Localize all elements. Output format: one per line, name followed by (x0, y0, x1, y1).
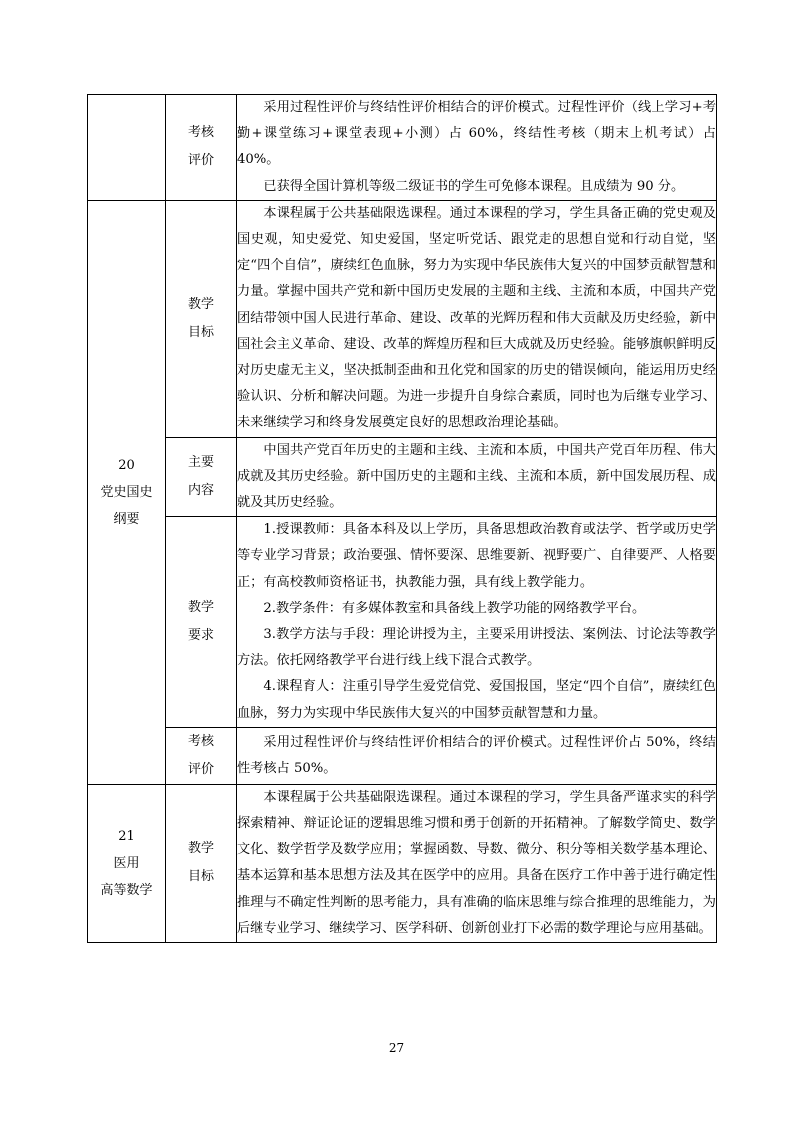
row-label: 教学 目标 (166, 200, 237, 437)
content-paragraph: 中国共产党百年历史的主题和主线、主流和本质，中国共产党百年历程、伟大成就及其历史经验。新中国历史的主题和主线、主流和本质，新中国发展历程、成就及其历史经验。 (237, 442, 716, 511)
course-cell (88, 784, 166, 942)
table-row (88, 784, 717, 942)
content-paragraph: 已获得全国计算机等级二级证书的学生可免修本课程。且成绩为 90 分。 (263, 178, 685, 194)
course-name: 党史国史 (100, 484, 153, 500)
row-label: 考核 评价 (166, 727, 237, 784)
row-label: 教学 要求 (166, 517, 237, 728)
course-cell (88, 200, 166, 784)
course-name: 高等数学 (100, 882, 153, 898)
content-paragraph: 本课程属于公共基础限选课程。通过本课程的学习，学生具备严谨求实的科学探索精神、辩证论证的逻辑思维习惯和勇于创新的开拓精神。了解数学简史、数学文化、数学哲学及数学应用；掌握函数、导数、微分、积分等相关数学基本理论、基本运算和基本思想方法及其在医学中的应用。具备在医疗工作中善于进行确定性推理与不确定性判断的思考能力，具有准确的临床思维与综合推理的思维能力，为后继专业学习、继续学习、医学科研、创新创业打下必需的数学理论与应用基础。 (237, 789, 716, 936)
row-label: 考核 评价 (166, 95, 237, 201)
content-paragraph: 采用过程性评价与终结性评价相结合的评价模式。过程性评价占 50%，终结性考核占 50%。 (237, 734, 716, 776)
row-label: 教学 目标 (166, 784, 237, 942)
course-name: 医用 (113, 855, 140, 871)
row-content (237, 517, 717, 728)
page-number: 27 (388, 1041, 405, 1055)
content-paragraph: 采用过程性评价与终结性评价相结合的评价模式。过程性评价（线上学习+考勤+课堂练习+课堂表现+小测）占 60%，终结性考核（期末上机考试）占 40%。 (237, 100, 716, 168)
table-row (88, 517, 717, 728)
row-content (237, 727, 717, 784)
content-paragraph: 1.授课教师：具备本科及以上学历，具备思想政治教育或法学、哲学或历史学等专业学习背景；政治要强、情怀要深、思维要新、视野要广、自律要严、人格要正；有高校教师资格证书，执教能力强，具有线上教学能力。 (237, 522, 716, 590)
course-name: 纲要 (113, 511, 140, 527)
content-paragraph: 3.教学方法与手段：理论讲授为主，主要采用讲授法、案例法、讨论法等教学方法。依托网络教学平台进行线上线下混合式教学。 (237, 627, 716, 669)
content-paragraph: 本课程属于公共基础限选课程。通过本课程的学习，学生具备正确的党史观及国史观，知史爱党、知史爱国，坚定听党话、跟党走的思想自觉和行动自觉，坚定“四个自信”，赓续红色血脉，努力为实现中华民族伟大复兴的中国梦贡献智慧和力量。掌握中国共产党和新中国历史发展的主题和主线、主流和本质，中国共产党团结带领中国人民进行革命、建设、改革的光辉历程和伟大贡献及历史经验，新中国社会主义革命、建设、改革的辉煌历程和巨大成就及历史经验。能够旗帜鲜明反对历史虚无主义，坚决抵制歪曲和丑化党和国家的历史的错误倾向，能运用历史经验认识、分析和解决问题。为进一步提升自身综合素质，同时也为后继专业学习、未来继续学习和终身发展奠定良好的思想政治理论基础。 (237, 205, 716, 431)
content-paragraph: 2.教学条件：有多媒体教室和具备线上教学功能的网络教学平台。 (263, 600, 646, 616)
row-content (237, 437, 717, 517)
course-cell-empty (88, 95, 166, 201)
course-number: 20 (118, 457, 135, 473)
row-content (237, 200, 717, 437)
content-paragraph: 4.课程育人：注重引导学生爱党信党、爱国报国，坚定“四个自信”，赓续红色血脉，努力为实现中华民族伟大复兴的中国梦贡献智慧和力量。 (237, 679, 716, 721)
table-row (88, 437, 717, 517)
course-number: 21 (118, 828, 135, 844)
row-label: 主要 内容 (166, 437, 237, 517)
table-row (88, 95, 717, 201)
table-row (88, 200, 717, 437)
row-content (237, 784, 717, 942)
row-content (237, 95, 717, 201)
curriculum-table (87, 94, 717, 943)
table-row (88, 727, 717, 784)
